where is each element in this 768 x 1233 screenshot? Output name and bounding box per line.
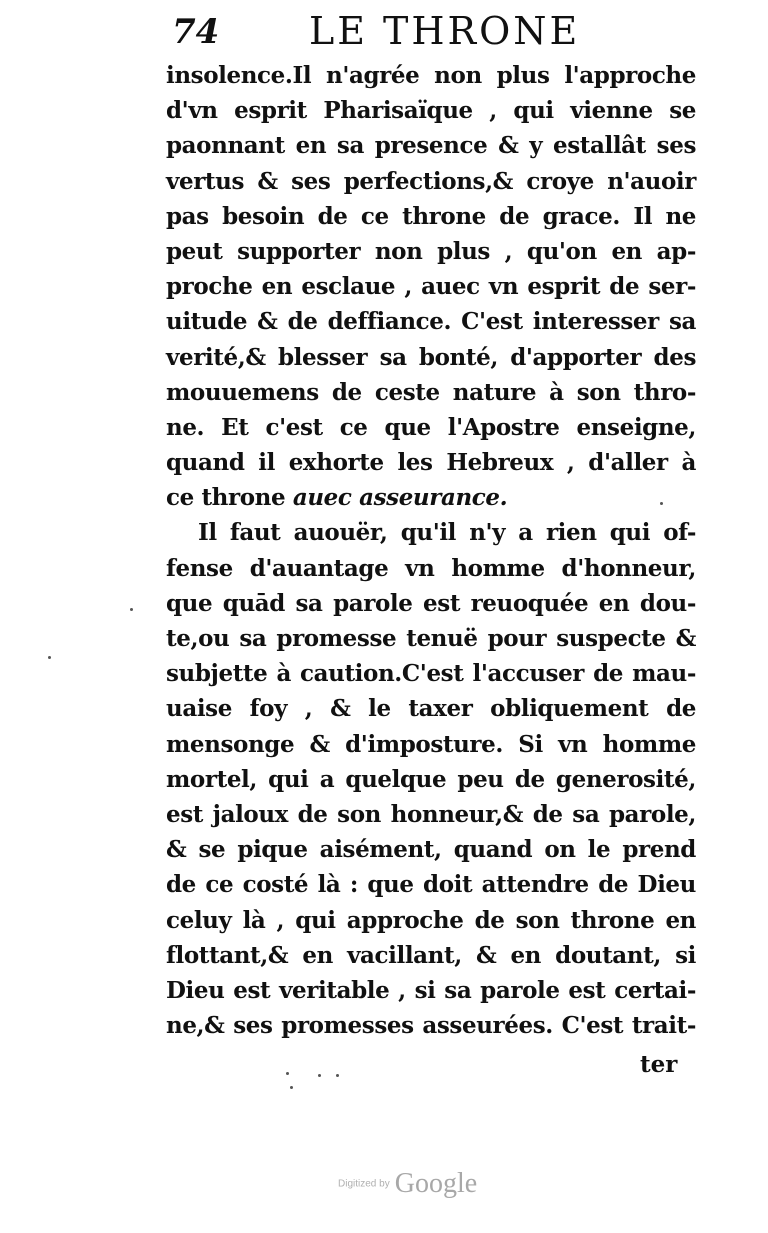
page-header (172, 10, 702, 54)
ink-speck (290, 1086, 293, 1089)
text-line: que quād sa parole est reuoquée en dou- (166, 589, 696, 617)
text-line: & se pique aisément, quand on le prend (166, 836, 696, 864)
paragraph-first-line: Il faut auouër, qu'il n'y a rien qui of- (198, 519, 696, 547)
text-line: mouuemens de ceste nature à son thro- (166, 378, 696, 406)
text-line: quand il exhorte les Hebreux , d'aller à (166, 449, 696, 477)
text-line: de ce costé là : que doit attendre de Dieu (166, 871, 696, 899)
text-line: d'vn esprit Pharisaïque , qui vienne se (166, 97, 696, 125)
text-line: est jaloux de son honneur,& de sa parole, (166, 800, 696, 828)
text-line: insolence.Il n'agrée non plus l'approche (166, 62, 696, 89)
ink-speck (660, 502, 663, 505)
text-line: verité,& blesser sa bonté, d'apporter des (166, 343, 696, 371)
text-line: flottant,& en vacillant, & en doutant, si (166, 941, 696, 969)
text-line: uitude & de deffiance. C'est interesser sa (166, 308, 696, 336)
paragraph-end-text: ce throne (166, 484, 293, 512)
text-line: uaise foy , & le taxer obliquement de (166, 695, 696, 723)
italic-phrase: auec asseurance. (292, 484, 508, 512)
text-line: mortel, qui a quelque peu de generosité, (166, 765, 696, 793)
watermark-prefix: Digitized by (338, 1178, 390, 1190)
google-logo: Google (394, 1168, 478, 1199)
page-number: 74 (172, 12, 220, 52)
text-line: vertus & ses perfections,& croye n'auoir (166, 167, 696, 195)
text-line: peut supporter non plus , qu'on en ap- (166, 237, 696, 265)
digitization-watermark (338, 1168, 477, 1202)
text-line: Dieu est veritable , si sa parole est certai- (166, 976, 696, 1004)
ink-speck (48, 656, 51, 659)
ink-speck (286, 1072, 289, 1075)
paragraph-end-line (166, 480, 696, 515)
text-line: paonnant en sa presence & y estallât ses (166, 132, 696, 160)
ink-speck (336, 1074, 339, 1077)
text-line: subjette à caution.C'est l'accuser de mau- (166, 660, 696, 688)
catchword: ter (640, 1051, 678, 1078)
text-line: ne. Et c'est ce que l'Apostre enseigne, (166, 413, 696, 441)
text-line: ne,& ses promesses asseurées. C'est trait- (166, 1012, 696, 1040)
text-line: proche en esclaue , auec vn esprit de ser- (166, 273, 696, 301)
running-title: LE THRONE (309, 9, 581, 53)
ink-speck (318, 1074, 321, 1077)
body-text (166, 58, 696, 1043)
text-line: te,ou sa promesse tenuë pour suspecte & (166, 625, 696, 652)
text-line: pas besoin de ce throne de grace. Il ne (166, 202, 696, 230)
ink-speck (130, 608, 133, 611)
text-line: mensonge & d'imposture. Si vn homme (166, 730, 696, 758)
text-line: celuy là , qui approche de son throne en (166, 906, 696, 934)
text-line: fense d'auantage vn homme d'honneur, (166, 554, 696, 582)
